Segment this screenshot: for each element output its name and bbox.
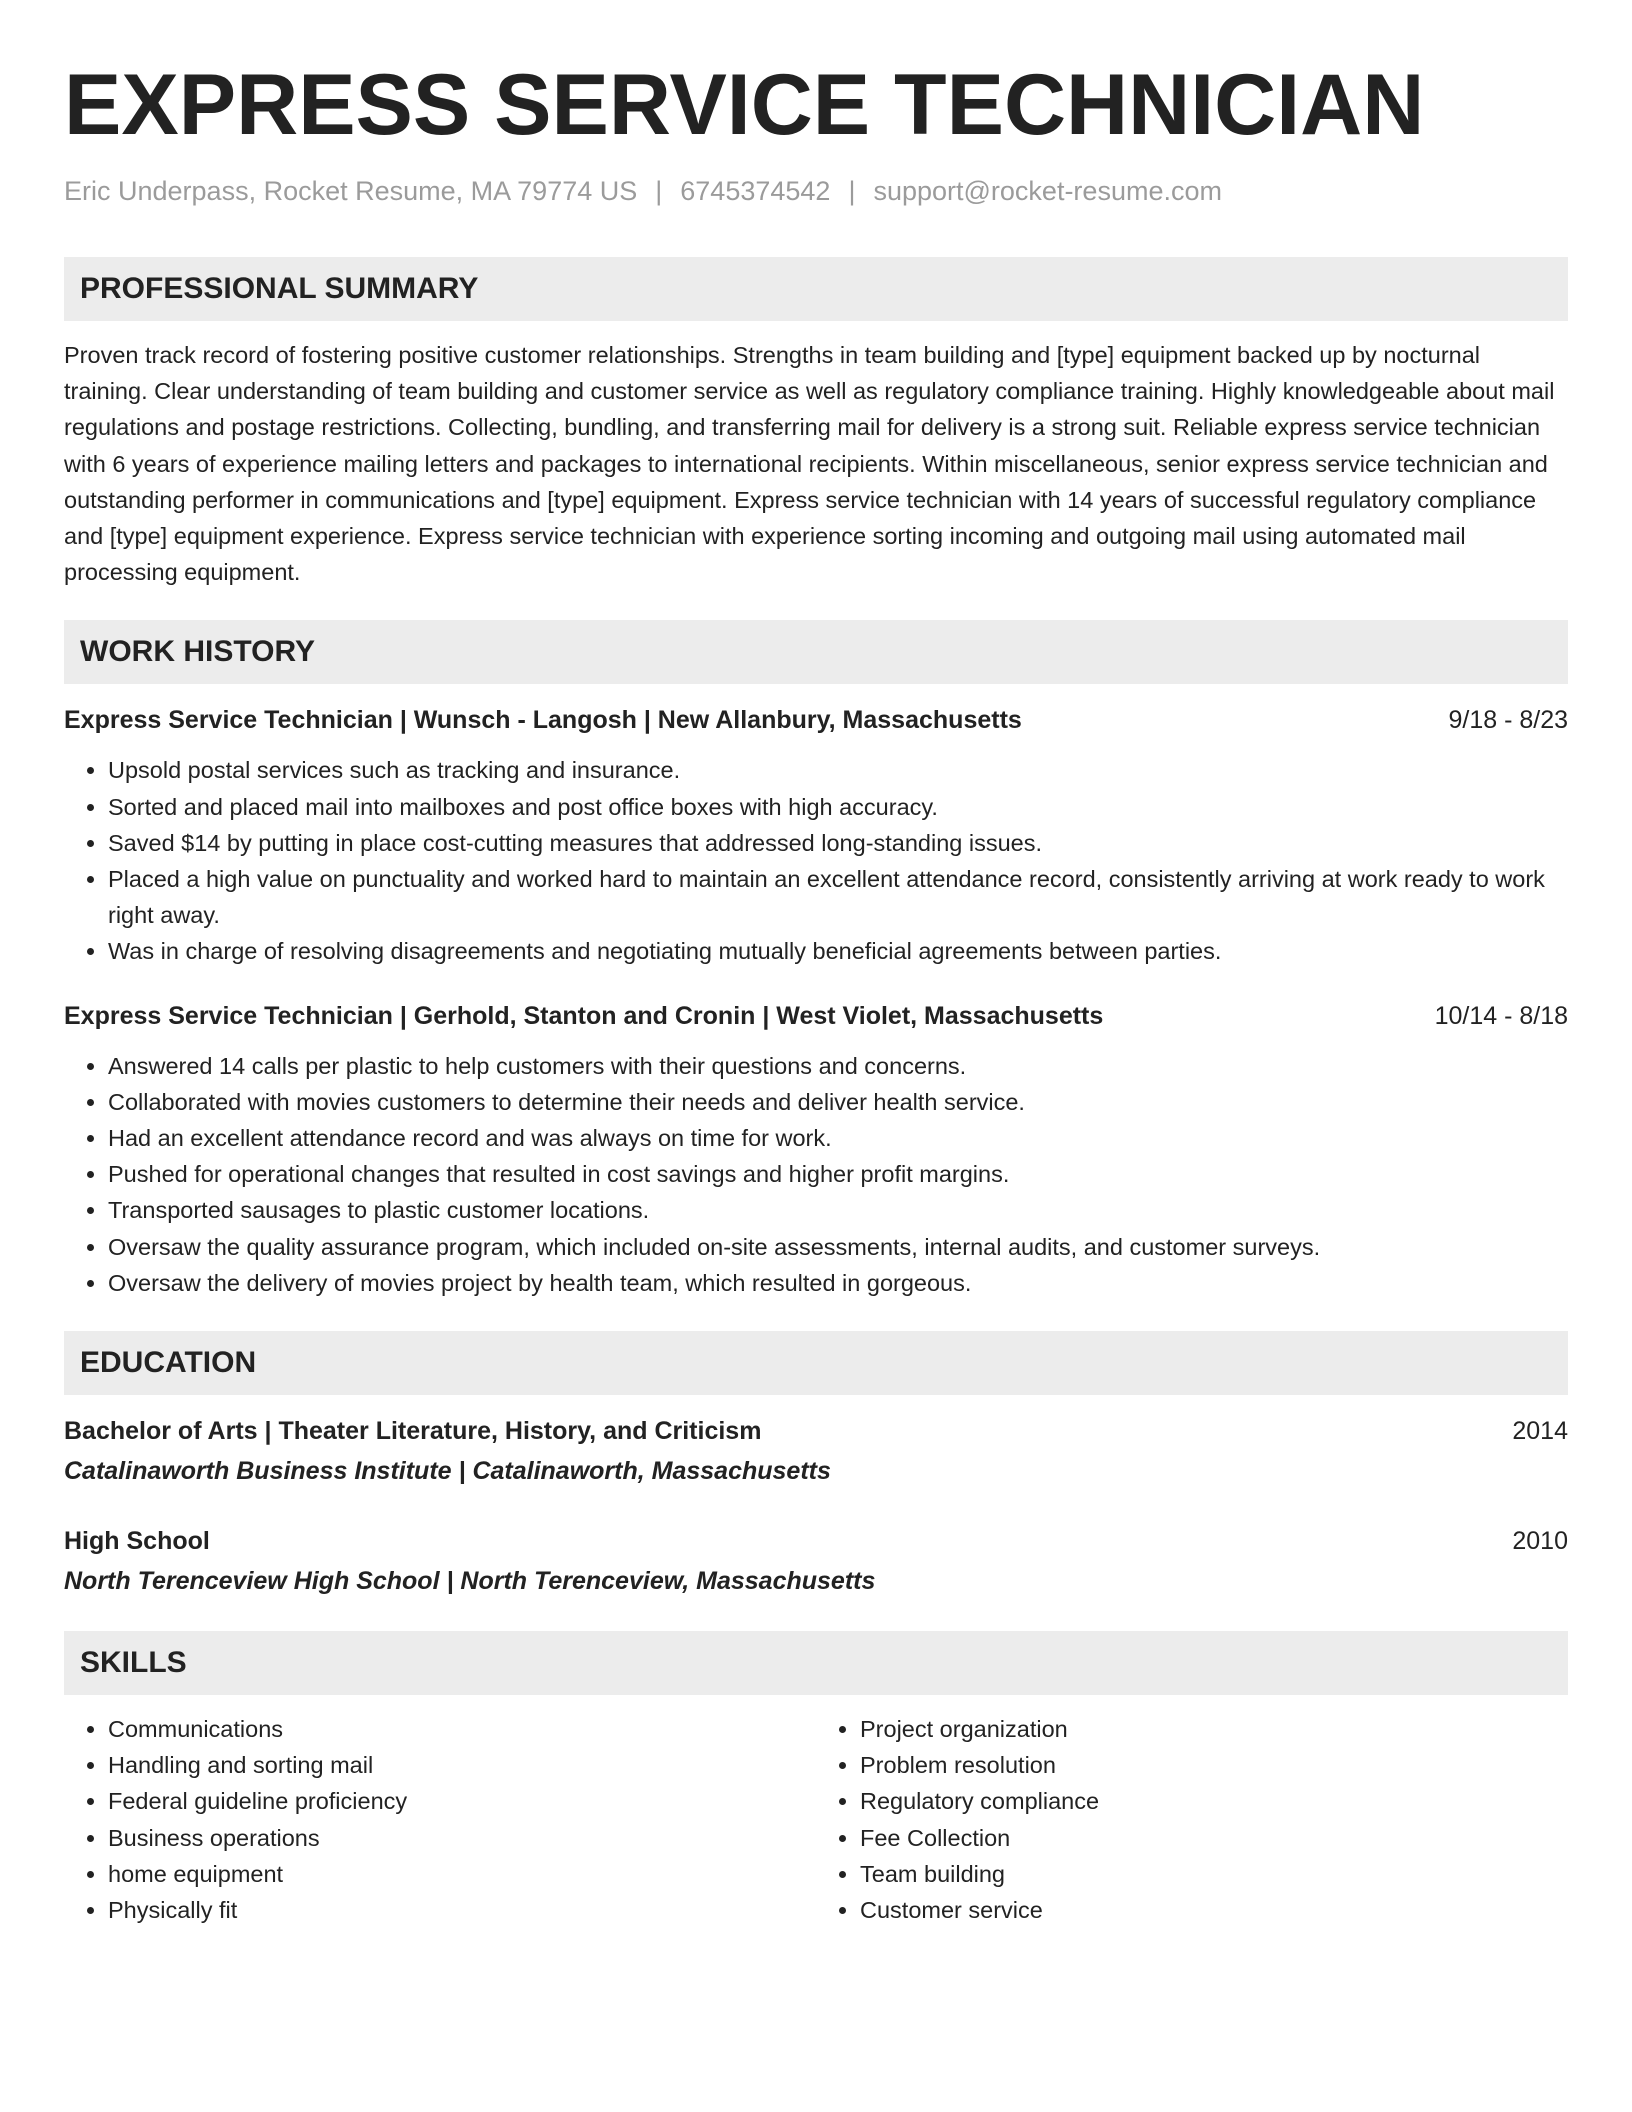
job-entry [64, 704, 1568, 969]
skill-item: • Business operations [108, 1820, 816, 1856]
job-bullets [64, 752, 1568, 969]
candidate-title: EXPRESS SERVICE TECHNICIAN [64, 57, 1425, 153]
education-header [64, 1415, 1568, 1447]
job-bullet: • Sorted and placed mail into mailboxes and post office boxes with high accuracy. [108, 789, 1568, 825]
contact-address: Eric Underpass, Rocket Resume, MA 79774 US [64, 176, 638, 206]
skills-heading: SKILLS [64, 1631, 1568, 1695]
job-title: Express Service Technician | Wunsch - Langosh | New Allanbury, Massachusetts [64, 706, 1022, 735]
skill-item: • Handling and sorting mail [108, 1747, 816, 1783]
job-bullet: • Answered 14 calls per plastic to help customers with their questions and concerns. [108, 1048, 1568, 1084]
job-bullet: • Was in charge of resolving disagreements and negotiating mutually beneficial agreements between parties. [108, 933, 1568, 969]
contact-line [64, 176, 1568, 207]
job-header [64, 704, 1568, 736]
skills-list-left [64, 1711, 816, 1928]
skill-item: • Communications [108, 1711, 816, 1747]
job-bullet: • Oversaw the delivery of movies project by health team, which resulted in gorgeous. [108, 1265, 1568, 1301]
education-header [64, 1525, 1568, 1557]
job-bullet: • Saved $14 by putting in place cost-cutting measures that addressed long-standing issues. [108, 825, 1568, 861]
job-bullet: • Pushed for operational changes that resulted in cost savings and higher profit margins. [108, 1156, 1568, 1192]
job-dates: 10/14 - 8/18 [1434, 1001, 1568, 1030]
education-school: North Terenceview High School | North Terenceview, Massachusetts [64, 1567, 876, 1596]
skill-item: • home equipment [108, 1856, 816, 1892]
education-degree: High School [64, 1527, 210, 1556]
job-bullet: • Oversaw the quality assurance program, which included on-site assessments, internal audits, and customer surveys. [108, 1229, 1568, 1265]
job-bullet: • Placed a high value on punctuality and worked hard to maintain an excellent attendance record, consistently arriving at work ready to work right away. [108, 861, 1568, 933]
job-entry [64, 1000, 1568, 1301]
contact-phone: 6745374542 [680, 176, 831, 206]
education-year: 2014 [1512, 1417, 1568, 1446]
education-entry [64, 1525, 1568, 1597]
job-bullet: • Collaborated with movies customers to determine their needs and deliver health service. [108, 1084, 1568, 1120]
contact-separator: | [655, 176, 663, 206]
skill-item: • Team building [860, 1856, 1568, 1892]
education-heading: EDUCATION [64, 1331, 1568, 1395]
contact-separator: | [848, 176, 856, 206]
job-dates: 9/18 - 8/23 [1448, 706, 1568, 735]
contact-email: support@rocket-resume.com [873, 176, 1222, 206]
summary-text: Proven track record of fostering positive customer relationships. Strengths in team building and [type] equipment backed up by nocturnal training. Clear understanding of team building and customer service as well as regulatory compliance training. Highly knowledgeable about mail regulations and postage restrictions. Collecting, bundling, and transferring mail for delivery is a strong suit. Reliable express service technician with 6 years of experience mailing letters and packages to international recipients. Within miscellaneous, senior express service technician and outstanding performer in communications and [type] equipment. Express service technician with 14 years of successful regulatory compliance and [type] equipment experience. Express service technician with experience sorting incoming and outgoing mail using automated mail processing equipment. [64, 342, 1555, 586]
skill-item: • Fee Collection [860, 1820, 1568, 1856]
job-title: Express Service Technician | Gerhold, Stanton and Cronin | West Violet, Massachusetts [64, 1001, 1104, 1030]
job-bullet: • Had an excellent attendance record and was always on time for work. [108, 1120, 1568, 1156]
skill-item: • Project organization [860, 1711, 1568, 1747]
job-bullet: • Upsold postal services such as tracking and insurance. [108, 752, 1568, 788]
skill-item: • Problem resolution [860, 1747, 1568, 1783]
skill-item: • Regulatory compliance [860, 1783, 1568, 1819]
education-year: 2010 [1512, 1527, 1568, 1556]
job-header [64, 1000, 1568, 1032]
education-school: Catalinaworth Business Institute | Catalinaworth, Massachusetts [64, 1457, 831, 1486]
skill-item: • Customer service [860, 1892, 1568, 1928]
skill-item: • Federal guideline proficiency [108, 1783, 816, 1819]
skills-list-right [816, 1711, 1568, 1928]
job-bullet: • Transported sausages to plastic customer locations. [108, 1192, 1568, 1228]
summary-heading: PROFESSIONAL SUMMARY [64, 257, 1568, 321]
skill-item: • Physically fit [108, 1892, 816, 1928]
education-entry [64, 1415, 1568, 1487]
work-history-heading: WORK HISTORY [64, 620, 1568, 684]
education-degree: Bachelor of Arts | Theater Literature, History, and Criticism [64, 1417, 762, 1446]
skills-columns [64, 1711, 1568, 1928]
job-bullets [64, 1048, 1568, 1301]
